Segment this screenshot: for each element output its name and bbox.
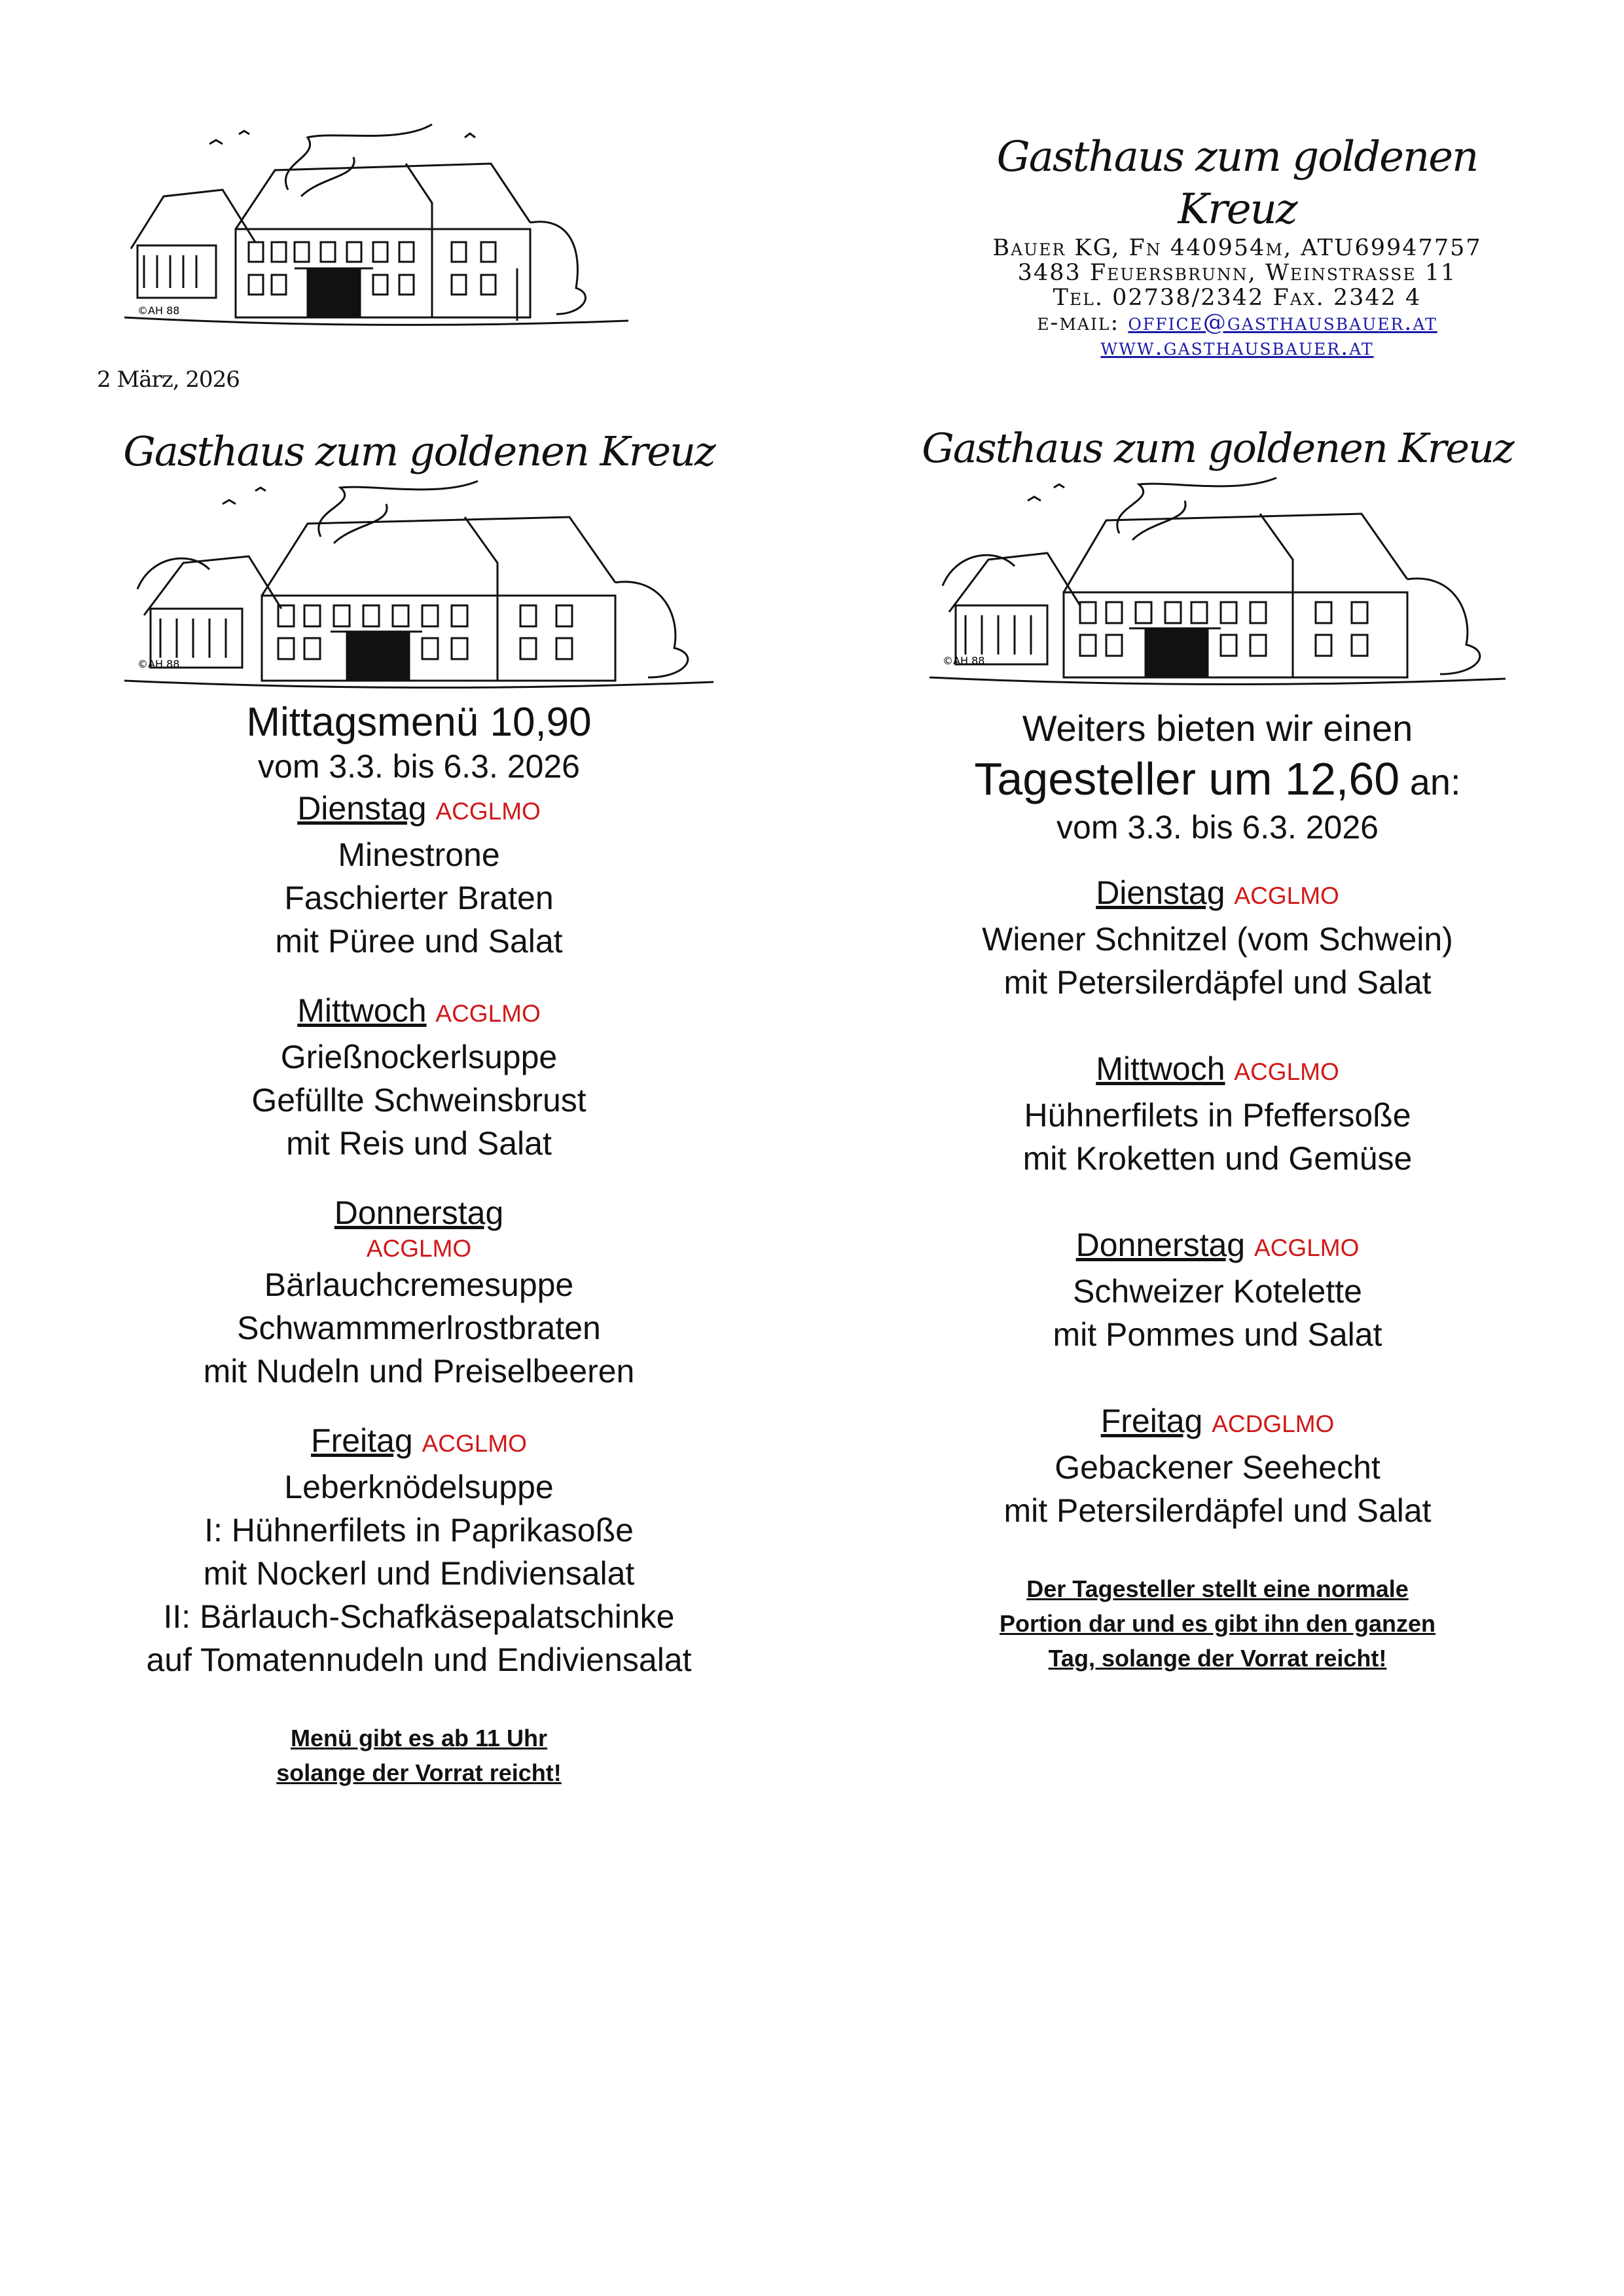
dish-line: Grießnockerlsuppe bbox=[280, 1039, 558, 1075]
day-name: Mittwoch bbox=[1096, 1050, 1225, 1087]
daily-plate-title-suffix: an: bbox=[1399, 761, 1461, 802]
dish-line: Gebackener Seehecht bbox=[1055, 1449, 1380, 1486]
allergen-codes: ACGLMO bbox=[435, 1000, 541, 1027]
sketch-signature: ©AH 88 bbox=[137, 304, 180, 317]
dish-line: Minestrone bbox=[338, 836, 500, 873]
allergen-codes: ACGLMO bbox=[422, 1430, 527, 1457]
daily-plate-note-line: Der Tagesteller stellt eine normale bbox=[1026, 1575, 1409, 1602]
email-link[interactable]: office@gasthausbauer.at bbox=[1128, 310, 1437, 336]
company-line: Bauer KG, Fn 440954m, ATU69947757 bbox=[992, 235, 1482, 261]
lunch-menu-period: vom 3.3. bis 6.3. 2026 bbox=[258, 748, 580, 785]
daily-plate-period: vom 3.3. bis 6.3. 2026 bbox=[1056, 809, 1379, 846]
left-day-friday bbox=[92, 1419, 746, 1465]
dish-line: I: Hühnerfilets in Paprikasoße bbox=[204, 1512, 634, 1549]
dish-line: mit Kroketten und Gemüse bbox=[1022, 1140, 1413, 1177]
daily-plate-note-line: Portion dar und es gibt ihn den ganzen bbox=[1000, 1610, 1435, 1637]
dish-line: Hühnerfilets in Pfeffersoße bbox=[1024, 1097, 1411, 1134]
allergen-codes: ACDGLMO bbox=[1212, 1410, 1335, 1437]
header-title: Gasthaus zum goldenen Kreuz bbox=[996, 133, 1478, 234]
dish-line: Wiener Schnitzel (vom Schwein) bbox=[982, 921, 1453, 958]
document-date: 2 März, 2026 bbox=[97, 367, 240, 393]
dish-line: mit Pommes und Salat bbox=[1053, 1316, 1382, 1353]
dish-line: mit Püree und Salat bbox=[275, 923, 563, 960]
right-day-thursday bbox=[890, 1223, 1545, 1270]
lunch-menu-column bbox=[92, 425, 746, 1790]
dish-line: Leberknödelsuppe bbox=[284, 1469, 554, 1505]
dish-line: Faschierter Braten bbox=[284, 880, 554, 916]
allergen-codes: ACGLMO bbox=[435, 798, 541, 825]
phone-line: Tel. 02738/2342 Fax. 2342 4 bbox=[1053, 285, 1422, 311]
email-line bbox=[969, 310, 1506, 335]
right-day-friday bbox=[890, 1399, 1545, 1446]
left-inn-sketch-illustration bbox=[124, 478, 713, 694]
dish-line: mit Petersilerdäpfel und Salat bbox=[1003, 1492, 1432, 1529]
lunch-menu-title: Mittagsmenü 10,90 bbox=[246, 700, 592, 745]
right-day-wednesday bbox=[890, 1047, 1545, 1094]
left-day-tuesday bbox=[92, 787, 746, 833]
day-name: Donnerstag bbox=[334, 1194, 504, 1231]
dish-line: mit Petersilerdäpfel und Salat bbox=[1003, 964, 1432, 1001]
inn-sketch-illustration bbox=[124, 118, 628, 334]
dish-line: mit Reis und Salat bbox=[286, 1125, 552, 1162]
day-name: Dienstag bbox=[1096, 874, 1225, 911]
contact-block bbox=[969, 131, 1506, 360]
daily-plate-column bbox=[890, 422, 1545, 1676]
dish-line: mit Nockerl und Endiviensalat bbox=[203, 1555, 635, 1592]
left-sketch-signature: ©AH 88 bbox=[137, 658, 180, 670]
allergen-codes: ACGLMO bbox=[1234, 1058, 1339, 1085]
allergen-codes: ACGLMO bbox=[1254, 1234, 1360, 1261]
dish-line: Schwammmerlrostbraten bbox=[237, 1310, 601, 1346]
daily-plate-intro: Weiters bieten wir einen bbox=[1022, 708, 1413, 749]
day-name: Freitag bbox=[1100, 1403, 1203, 1439]
dish-line: Schweizer Kotelette bbox=[1073, 1273, 1362, 1310]
daily-plate-note-line: Tag, solange der Vorrat reicht! bbox=[1048, 1645, 1387, 1672]
day-name: Freitag bbox=[311, 1422, 413, 1459]
dish-line: auf Tomatennudeln und Endiviensalat bbox=[146, 1641, 692, 1678]
dish-line: Gefüllte Schweinsbrust bbox=[251, 1082, 586, 1119]
left-day-thursday bbox=[92, 1191, 746, 1234]
dish-line: II: Bärlauch-Schafkäsepalatschinke bbox=[163, 1598, 675, 1635]
lunch-menu-note-line: Menü gibt es ab 11 Uhr bbox=[290, 1725, 548, 1751]
address-line: 3483 Feuersbrunn, Weinstrasse 11 bbox=[1017, 260, 1457, 286]
allergen-codes: ACGLMO bbox=[1234, 882, 1339, 909]
right-day-tuesday bbox=[890, 871, 1545, 918]
dish-line: mit Nudeln und Preiselbeeren bbox=[203, 1353, 635, 1390]
day-name: Donnerstag bbox=[1075, 1227, 1246, 1263]
left-day-wednesday bbox=[92, 989, 746, 1035]
dish-line: Bärlauchcremesuppe bbox=[264, 1266, 574, 1303]
website-link[interactable]: www.gasthausbauer.at bbox=[1100, 334, 1374, 361]
day-name: Dienstag bbox=[297, 790, 427, 827]
right-brand-title: Gasthaus zum goldenen Kreuz bbox=[922, 424, 1513, 472]
daily-plate-title-main: Tagesteller um 12,60 bbox=[974, 753, 1400, 804]
day-name: Mittwoch bbox=[297, 992, 427, 1029]
lunch-menu-note-line: solange der Vorrat reicht! bbox=[276, 1759, 562, 1786]
right-sketch-signature: ©AH 88 bbox=[943, 655, 985, 667]
allergen-codes: ACGLMO bbox=[366, 1235, 472, 1262]
email-label: e-mail: bbox=[1037, 310, 1128, 336]
left-brand-title: Gasthaus zum goldenen Kreuz bbox=[123, 427, 715, 475]
right-inn-sketch-illustration bbox=[929, 475, 1506, 691]
daily-plate-title bbox=[890, 751, 1545, 807]
